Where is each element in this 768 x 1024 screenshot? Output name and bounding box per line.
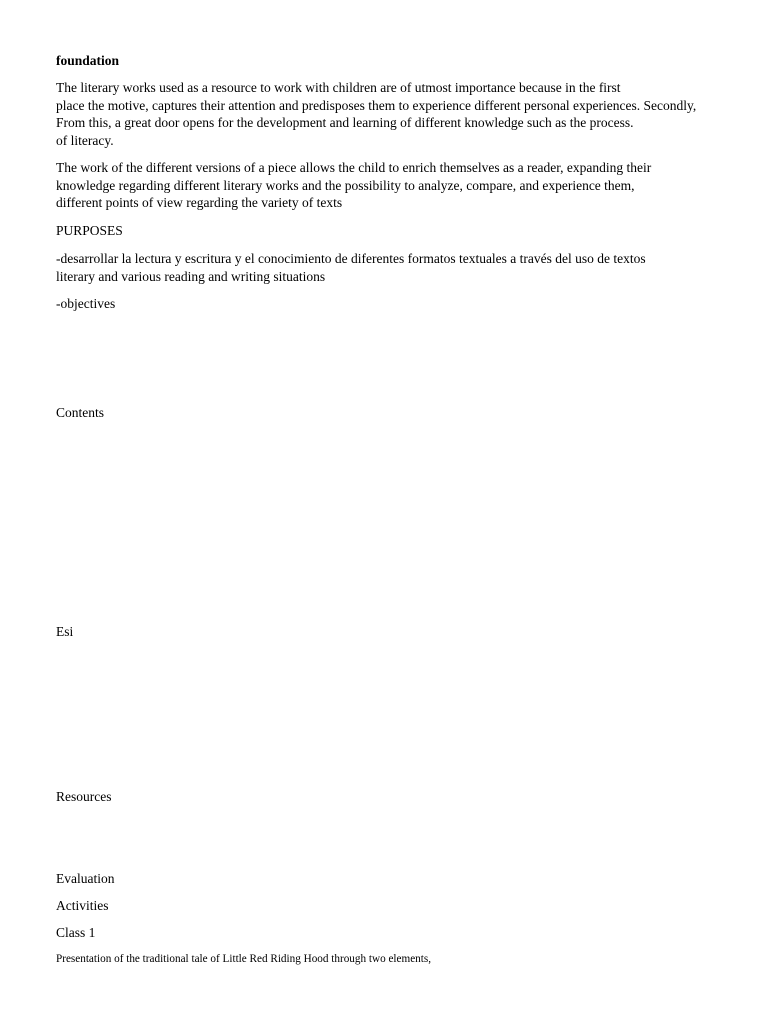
contents-label: Contents bbox=[56, 405, 105, 420]
objectives-label: -objectives bbox=[56, 296, 116, 311]
class-description: Presentation of the traditional tale of Little Red Riding Hood through two elements, bbox=[56, 953, 432, 965]
foundation-paragraph-2 bbox=[56, 159, 651, 212]
activities-label: Activities bbox=[56, 898, 109, 913]
paragraph-line: literary and various reading and writing situations bbox=[56, 268, 326, 284]
foundation-heading: foundation bbox=[56, 53, 120, 68]
evaluation-label: Evaluation bbox=[56, 871, 115, 886]
paragraph-line: of literacy. bbox=[56, 132, 114, 148]
resources-label: Resources bbox=[56, 789, 112, 804]
paragraph-line: The literary works used as a resource to work with children are of utmost importance because in the first bbox=[56, 80, 621, 95]
class-label: Class 1 bbox=[56, 925, 96, 940]
foundation-paragraph-1 bbox=[56, 79, 696, 149]
purposes-text bbox=[56, 250, 646, 285]
paragraph-line: place the motive, captures their attention and predisposes them to experience different personal experiences. Secondly, bbox=[56, 97, 697, 113]
paragraph-line: different points of view regarding the variety of texts bbox=[56, 195, 343, 211]
paragraph-line: knowledge regarding different literary works and the possibility to analyze, compare, and experience them, bbox=[56, 177, 635, 193]
paragraph-line: -desarrollar la lectura y escritura y el conocimiento de diferentes formatos textuales a través del uso de textos bbox=[56, 251, 646, 266]
paragraph-line: The work of the different versions of a piece allows the child to enrich themselves as a reader, expanding their bbox=[56, 160, 652, 175]
esi-label: Esi bbox=[56, 624, 74, 639]
paragraph-line: From this, a great door opens for the development and learning of different knowledge such as the process. bbox=[56, 115, 634, 131]
purposes-heading: PURPOSES bbox=[56, 223, 123, 238]
